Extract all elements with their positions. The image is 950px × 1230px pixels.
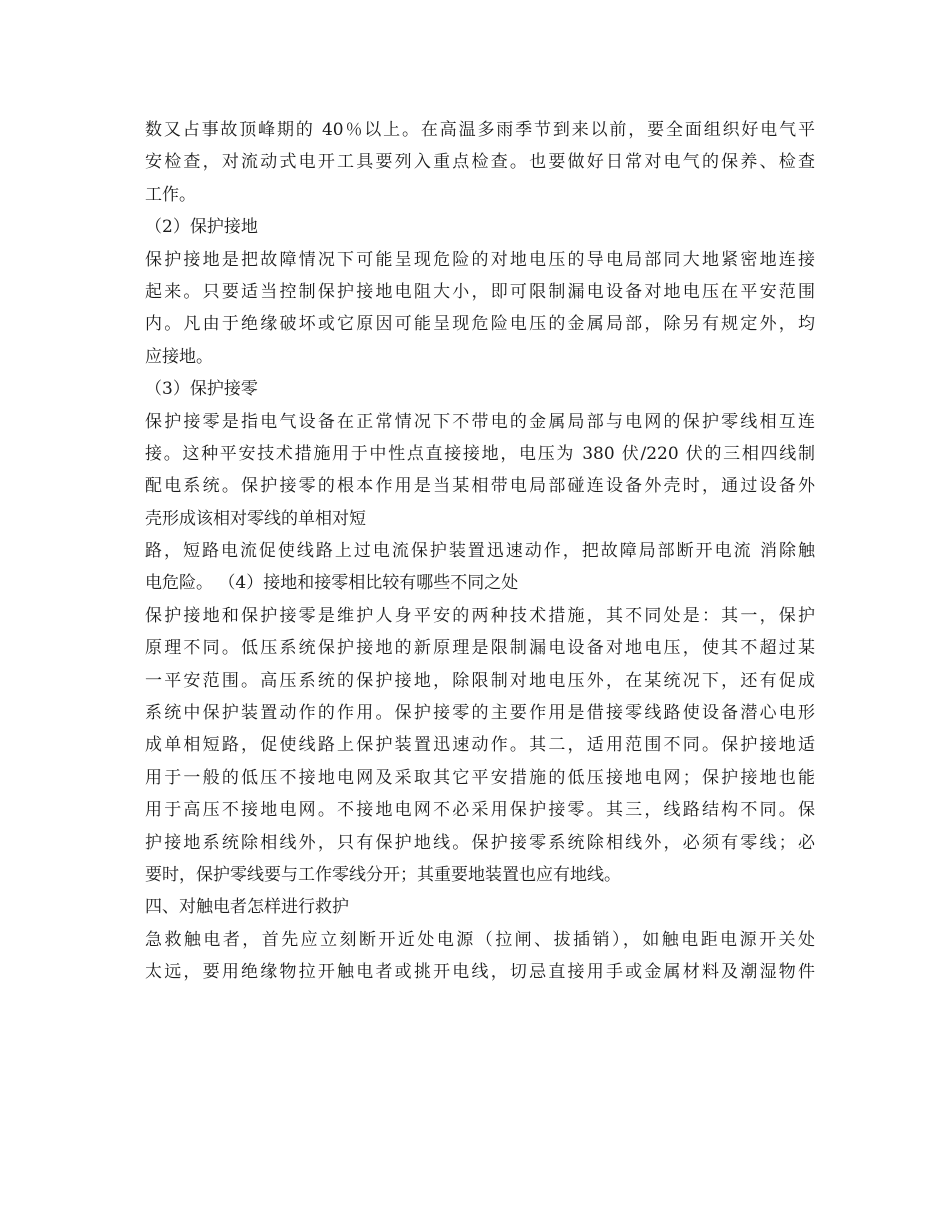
- text-line: 保护接地和保护接零是维护人身平安的两种技术措施，其不同处是：其一，保护: [145, 605, 815, 626]
- text-line: 用于高压不接地电网。不接地电网不必采用保护接零。其三，线路结构不同。保: [145, 800, 815, 821]
- text-line: 配电系统。保护接零的根本作用是当某相带电局部碰连设备外壳时，通过设备外: [145, 476, 815, 497]
- text-line: 电危险。 （4）接地和接零相比较有哪些不同之处: [145, 573, 519, 594]
- text-line: 保护接零是指电气设备在正常情况下不带电的金属局部与电网的保护零线相互连: [145, 411, 815, 432]
- text-line: 系统中保护装置动作的作用。保护接零的主要作用是借接零线路使设备潜心电形: [145, 703, 815, 724]
- text-line: 护接地系统除相线外，只有保护地线。保护接零系统除相线外，必须有零线；必: [145, 832, 815, 853]
- section-heading: （2）保护接地: [145, 217, 258, 238]
- text-line: 太远，要用绝缘物拉开触电者或挑开电线，切忌直接用手或金属材料及潮湿物件: [145, 962, 815, 983]
- text-line: 壳形成该相对零线的单相对短: [145, 508, 366, 529]
- section-heading: （3）保护接零: [145, 379, 258, 400]
- text-line: 一平安范围。高压系统的保护接地，除限制对地电压外，在某统况下，还有促成: [145, 670, 815, 691]
- text-line: 内。凡由于绝缘破坏或它原因可能呈现危险电压的金属局部，除另有规定外，均: [145, 314, 815, 335]
- section-heading: 四、对触电者怎样进行救护: [145, 897, 349, 918]
- text-line: 要时，保护零线要与工作零线分开；其重要地装置也应有地线。: [145, 864, 621, 885]
- text-line: 接。这种平安技术措施用于中性点直接接地，电压为 380 伏/220 伏的三相四线制: [145, 443, 815, 464]
- text-line: 原理不同。低压系统保护接地的新原理是限制漏电设备对地电压，使其不超过某: [145, 638, 815, 659]
- text-line: 保护接地是把故障情况下可能呈现危险的对地电压的导电局部同大地紧密地连接: [145, 249, 815, 270]
- text-line: 成单相短路，促使线路上保护装置迅速动作。其二，适用范围不同。保护接地适: [145, 735, 815, 756]
- text-line: 起来。只要适当控制保护接地电阻大小，即可限制漏电设备对地电压在平安范围: [145, 281, 815, 302]
- text-line: 数又占事故顶峰期的 40％以上。在高温多雨季节到来以前，要全面组织好电气平: [145, 120, 815, 140]
- text-line: 安检查，对流动式电开工具要列入重点检查。也要做好日常对电气的保养、检查: [145, 152, 815, 173]
- text-line: 路，短路电流促使线路上过电流保护装置迅速动作，把故障局部断开电流 消除触: [145, 541, 815, 562]
- text-line: 工作。: [145, 184, 196, 205]
- text-line: 应接地。: [145, 346, 213, 367]
- text-line: 用于一般的低压不接地电网及采取其它平安措施的低压接地电网；保护接地也能: [145, 767, 815, 788]
- document-body: [145, 114, 815, 989]
- text-line: 急救触电者，首先应立刻断开近处电源（拉闸、拔插销），如触电距电源开关处: [145, 929, 815, 950]
